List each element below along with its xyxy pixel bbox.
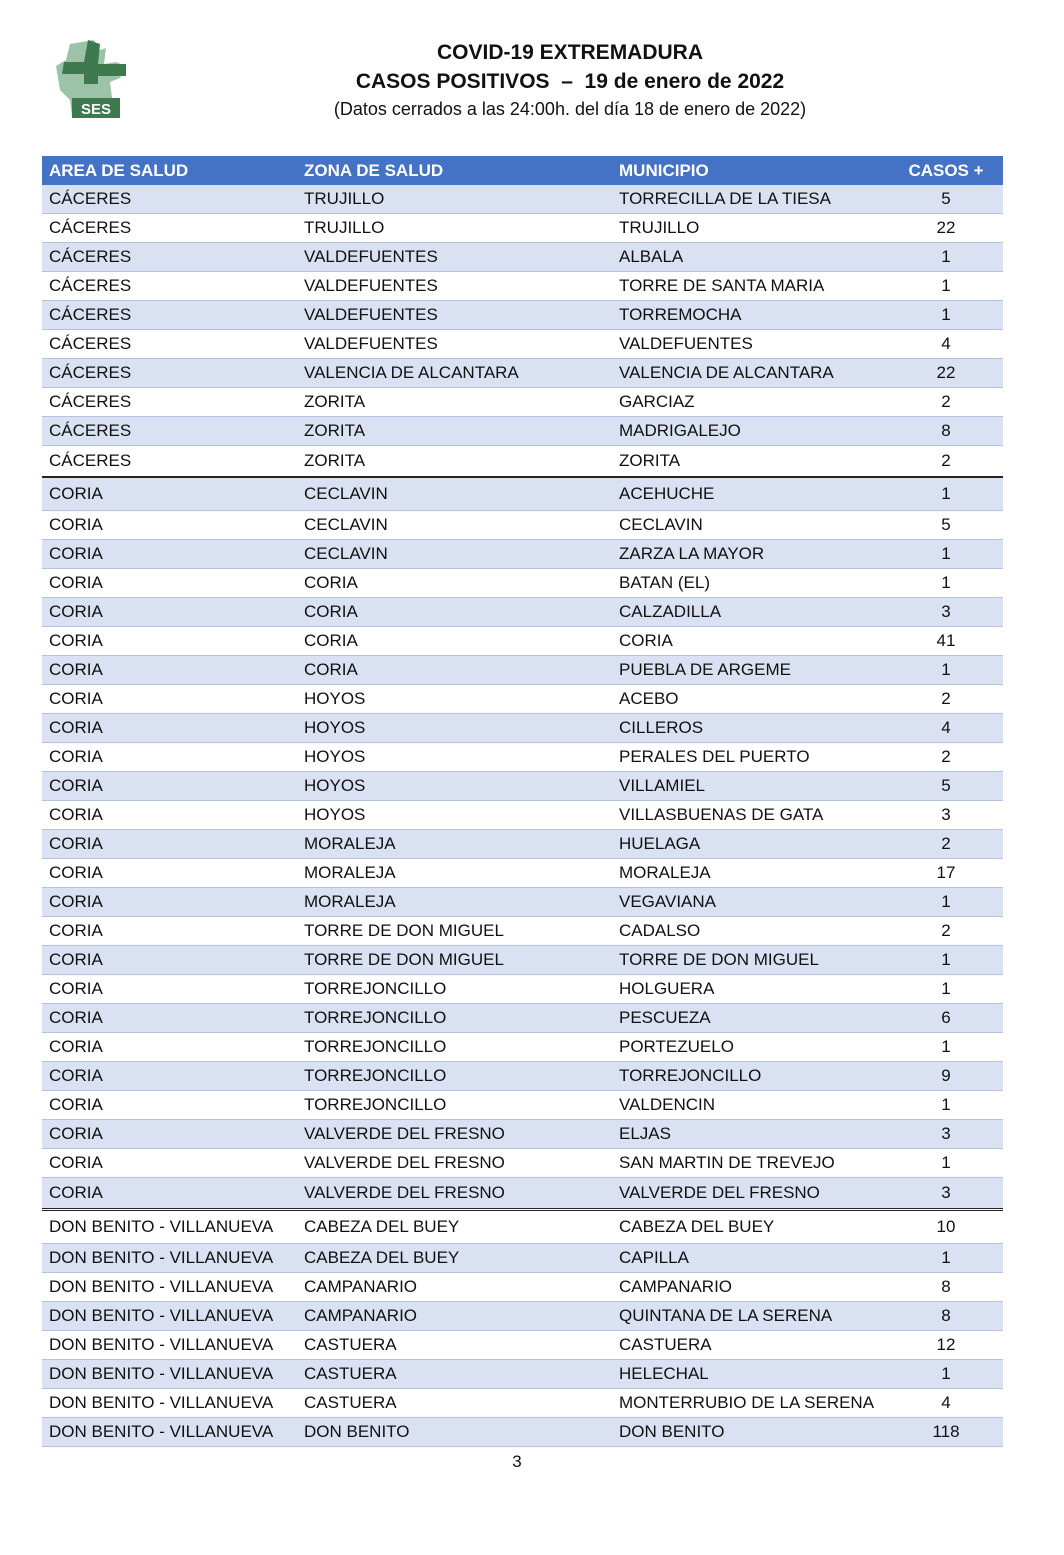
municipio-cell: VALENCIA DE ALCANTARA [612,359,889,388]
municipio-cell: CAPILLA [612,1244,889,1273]
zona-cell: CABEZA DEL BUEY [297,1210,612,1244]
zona-cell: ZORITA [297,446,612,478]
area-cell: DON BENITO - VILLANUEVA [42,1210,297,1244]
casos-cell: 6 [889,1004,1003,1033]
casos-cell: 1 [889,540,1003,569]
table-row [42,888,1003,917]
area-cell: CORIA [42,511,297,540]
zona-cell: HOYOS [297,685,612,714]
casos-cell: 4 [889,714,1003,743]
area-cell: CORIA [42,627,297,656]
casos-cell: 10 [889,1210,1003,1244]
area-cell: CÁCERES [42,446,297,478]
casos-cell: 4 [889,1389,1003,1418]
area-cell: CORIA [42,859,297,888]
municipio-cell: CORIA [612,627,889,656]
municipio-cell: SAN MARTIN DE TREVEJO [612,1149,889,1178]
zona-cell: ZORITA [297,388,612,417]
casos-cell: 118 [889,1418,1003,1447]
area-cell: CORIA [42,1120,297,1149]
casos-cell: 41 [889,627,1003,656]
casos-cell: 8 [889,1273,1003,1302]
table-row [42,1178,1003,1210]
area-cell: CORIA [42,743,297,772]
table-row [42,1120,1003,1149]
municipio-cell: CASTUERA [612,1331,889,1360]
ses-logo [54,38,130,120]
zona-cell: CASTUERA [297,1360,612,1389]
zona-cell: MORALEJA [297,859,612,888]
zona-cell: CASTUERA [297,1331,612,1360]
casos-cell: 1 [889,569,1003,598]
area-cell: CÁCERES [42,330,297,359]
casos-cell: 3 [889,1178,1003,1210]
area-cell: DON BENITO - VILLANUEVA [42,1389,297,1418]
area-cell: DON BENITO - VILLANUEVA [42,1418,297,1447]
casos-cell: 22 [889,359,1003,388]
table-row [42,301,1003,330]
casos-cell: 3 [889,598,1003,627]
municipio-cell: MONTERRUBIO DE LA SERENA [612,1389,889,1418]
area-cell: CORIA [42,1149,297,1178]
zona-cell: CORIA [297,627,612,656]
municipio-cell: TORRECILLA DE LA TIESA [612,185,889,214]
table-row [42,656,1003,685]
logo-text: SES [80,101,112,118]
zona-cell: HOYOS [297,801,612,830]
col-header-zona: ZONA DE SALUD [297,156,612,185]
area-cell: DON BENITO - VILLANUEVA [42,1360,297,1389]
data-cutoff-note: (Datos cerrados a las 24:00h. del día 18 de enero de 2022) [333,99,807,119]
casos-cell: 2 [889,685,1003,714]
area-cell: CORIA [42,917,297,946]
table-row [42,743,1003,772]
zona-cell: HOYOS [297,743,612,772]
municipio-cell: ELJAS [612,1120,889,1149]
area-cell: CORIA [42,656,297,685]
municipio-cell: VALDENCIN [612,1091,889,1120]
zona-cell: MORALEJA [297,888,612,917]
area-cell: CÁCERES [42,243,297,272]
municipio-cell: MORALEJA [612,859,889,888]
casos-cell: 4 [889,330,1003,359]
table-row [42,772,1003,801]
table-row [42,330,1003,359]
zona-cell: VALDEFUENTES [297,243,612,272]
municipio-cell: CECLAVIN [612,511,889,540]
casos-cell: 2 [889,388,1003,417]
municipio-cell: ACEBO [612,685,889,714]
table-row [42,1244,1003,1273]
area-cell: DON BENITO - VILLANUEVA [42,1331,297,1360]
table-row [42,685,1003,714]
municipio-cell: PUEBLA DE ARGEME [612,656,889,685]
casos-cell: 8 [889,1302,1003,1331]
table-row [42,801,1003,830]
municipio-cell: ALBALA [612,243,889,272]
zona-cell: HOYOS [297,714,612,743]
zona-cell: ZORITA [297,417,612,446]
table-row [42,511,1003,540]
zona-cell: TORREJONCILLO [297,1033,612,1062]
document-title: COVID-19 EXTREMADURA [436,41,704,64]
casos-cell: 1 [889,1091,1003,1120]
table-row [42,1302,1003,1331]
municipio-cell: VALDEFUENTES [612,330,889,359]
document-subtitle: CASOS POSITIVOS – 19 de enero de 2022 [355,70,785,93]
casos-cell: 1 [889,1033,1003,1062]
zona-cell: HOYOS [297,772,612,801]
area-cell: CORIA [42,477,297,511]
casos-cell: 1 [889,888,1003,917]
zona-cell: VALDEFUENTES [297,301,612,330]
municipio-cell: ZARZA LA MAYOR [612,540,889,569]
municipio-cell: HOLGUERA [612,975,889,1004]
table-row [42,859,1003,888]
table-row [42,1091,1003,1120]
table-row [42,1062,1003,1091]
casos-cell: 1 [889,1244,1003,1273]
area-cell: CORIA [42,714,297,743]
zona-cell: VALDEFUENTES [297,330,612,359]
table-row [42,185,1003,214]
area-cell: CÁCERES [42,272,297,301]
zona-cell: CORIA [297,656,612,685]
table-row [42,1004,1003,1033]
municipio-cell: ACEHUCHE [612,477,889,511]
casos-cell: 5 [889,185,1003,214]
table-row [42,975,1003,1004]
table-row [42,1389,1003,1418]
area-cell: DON BENITO - VILLANUEVA [42,1273,297,1302]
table-row [42,540,1003,569]
zona-cell: CABEZA DEL BUEY [297,1244,612,1273]
table-header-row [42,156,1003,185]
area-cell: CORIA [42,685,297,714]
casos-cell: 2 [889,446,1003,478]
table-row [42,598,1003,627]
area-cell: CORIA [42,888,297,917]
table-row [42,388,1003,417]
zona-cell: VALDEFUENTES [297,272,612,301]
casos-cell: 9 [889,1062,1003,1091]
area-cell: DON BENITO - VILLANUEVA [42,1302,297,1331]
casos-cell: 1 [889,243,1003,272]
municipio-cell: MADRIGALEJO [612,417,889,446]
area-cell: CÁCERES [42,185,297,214]
area-cell: CORIA [42,801,297,830]
zona-cell: CORIA [297,569,612,598]
casos-cell: 1 [889,946,1003,975]
zona-cell: CECLAVIN [297,540,612,569]
table-row [42,946,1003,975]
zona-cell: DON BENITO [297,1418,612,1447]
zona-cell: CECLAVIN [297,477,612,511]
table-row [42,214,1003,243]
table-row [42,627,1003,656]
page-number: 3 [512,1452,522,1471]
area-cell: CORIA [42,569,297,598]
zona-cell: TRUJILLO [297,214,612,243]
municipio-cell: TORRE DE SANTA MARIA [612,272,889,301]
casos-cell: 5 [889,772,1003,801]
zona-cell: VALVERDE DEL FRESNO [297,1120,612,1149]
table-row [42,1331,1003,1360]
area-cell: CORIA [42,540,297,569]
col-header-casos: CASOS + [889,156,1003,185]
area-cell: DON BENITO - VILLANUEVA [42,1244,297,1273]
area-cell: CÁCERES [42,301,297,330]
table-row [42,917,1003,946]
municipio-cell: TORREJONCILLO [612,1062,889,1091]
table-row [42,477,1003,511]
area-cell: CORIA [42,946,297,975]
table-row [42,1273,1003,1302]
municipio-cell: CABEZA DEL BUEY [612,1210,889,1244]
table-row [42,1418,1003,1447]
zona-cell: CORIA [297,598,612,627]
municipio-cell: TRUJILLO [612,214,889,243]
area-cell: CORIA [42,830,297,859]
municipio-cell: DON BENITO [612,1418,889,1447]
casos-cell: 1 [889,272,1003,301]
municipio-cell: CADALSO [612,917,889,946]
municipio-cell: HELECHAL [612,1360,889,1389]
zona-cell: TORREJONCILLO [297,1091,612,1120]
zona-cell: VALENCIA DE ALCANTARA [297,359,612,388]
table-row [42,1149,1003,1178]
table-row [42,417,1003,446]
municipio-cell: HUELAGA [612,830,889,859]
casos-cell: 22 [889,214,1003,243]
casos-cell: 1 [889,975,1003,1004]
table-row [42,446,1003,478]
municipio-cell: PERALES DEL PUERTO [612,743,889,772]
table-row [42,1210,1003,1244]
area-cell: CORIA [42,1033,297,1062]
casos-cell: 5 [889,511,1003,540]
table-row [42,830,1003,859]
zona-cell: TORRE DE DON MIGUEL [297,917,612,946]
casos-cell: 17 [889,859,1003,888]
col-header-municipio: MUNICIPIO [612,156,889,185]
casos-cell: 2 [889,917,1003,946]
area-cell: CÁCERES [42,417,297,446]
area-cell: CORIA [42,598,297,627]
municipio-cell: PORTEZUELO [612,1033,889,1062]
municipio-cell: CAMPANARIO [612,1273,889,1302]
casos-cell: 1 [889,656,1003,685]
table-row [42,714,1003,743]
municipio-cell: PESCUEZA [612,1004,889,1033]
area-cell: CORIA [42,975,297,1004]
area-cell: CÁCERES [42,214,297,243]
casos-cell: 2 [889,830,1003,859]
casos-cell: 12 [889,1331,1003,1360]
area-cell: CORIA [42,1004,297,1033]
zona-cell: CASTUERA [297,1389,612,1418]
casos-cell: 3 [889,1120,1003,1149]
document-header [230,38,910,123]
table-row [42,272,1003,301]
area-cell: CORIA [42,1091,297,1120]
zona-cell: VALVERDE DEL FRESNO [297,1149,612,1178]
table-row [42,569,1003,598]
casos-cell: 1 [889,1149,1003,1178]
municipio-cell: VEGAVIANA [612,888,889,917]
cases-table [42,156,1003,1447]
casos-cell: 1 [889,301,1003,330]
casos-cell: 8 [889,417,1003,446]
municipio-cell: CALZADILLA [612,598,889,627]
table-row [42,243,1003,272]
area-cell: CÁCERES [42,359,297,388]
table-row [42,1360,1003,1389]
casos-cell: 1 [889,1360,1003,1389]
zona-cell: TRUJILLO [297,185,612,214]
zona-cell: TORREJONCILLO [297,1062,612,1091]
area-cell: CORIA [42,1062,297,1091]
zona-cell: MORALEJA [297,830,612,859]
zona-cell: CECLAVIN [297,511,612,540]
zona-cell: TORREJONCILLO [297,975,612,1004]
municipio-cell: TORRE DE DON MIGUEL [612,946,889,975]
municipio-cell: BATAN (EL) [612,569,889,598]
casos-cell: 3 [889,801,1003,830]
casos-cell: 2 [889,743,1003,772]
municipio-cell: TORREMOCHA [612,301,889,330]
municipio-cell: QUINTANA DE LA SERENA [612,1302,889,1331]
municipio-cell: VALVERDE DEL FRESNO [612,1178,889,1210]
table-row [42,1033,1003,1062]
table-row [42,359,1003,388]
zona-cell: CAMPANARIO [297,1302,612,1331]
zona-cell: TORREJONCILLO [297,1004,612,1033]
zona-cell: TORRE DE DON MIGUEL [297,946,612,975]
area-cell: CORIA [42,772,297,801]
municipio-cell: VILLAMIEL [612,772,889,801]
area-cell: CÁCERES [42,388,297,417]
casos-cell: 1 [889,477,1003,511]
area-cell: CORIA [42,1178,297,1210]
municipio-cell: VILLASBUENAS DE GATA [612,801,889,830]
zona-cell: CAMPANARIO [297,1273,612,1302]
municipio-cell: ZORITA [612,446,889,478]
municipio-cell: GARCIAZ [612,388,889,417]
zona-cell: VALVERDE DEL FRESNO [297,1178,612,1210]
municipio-cell: CILLEROS [612,714,889,743]
col-header-area: AREA DE SALUD [42,156,297,185]
